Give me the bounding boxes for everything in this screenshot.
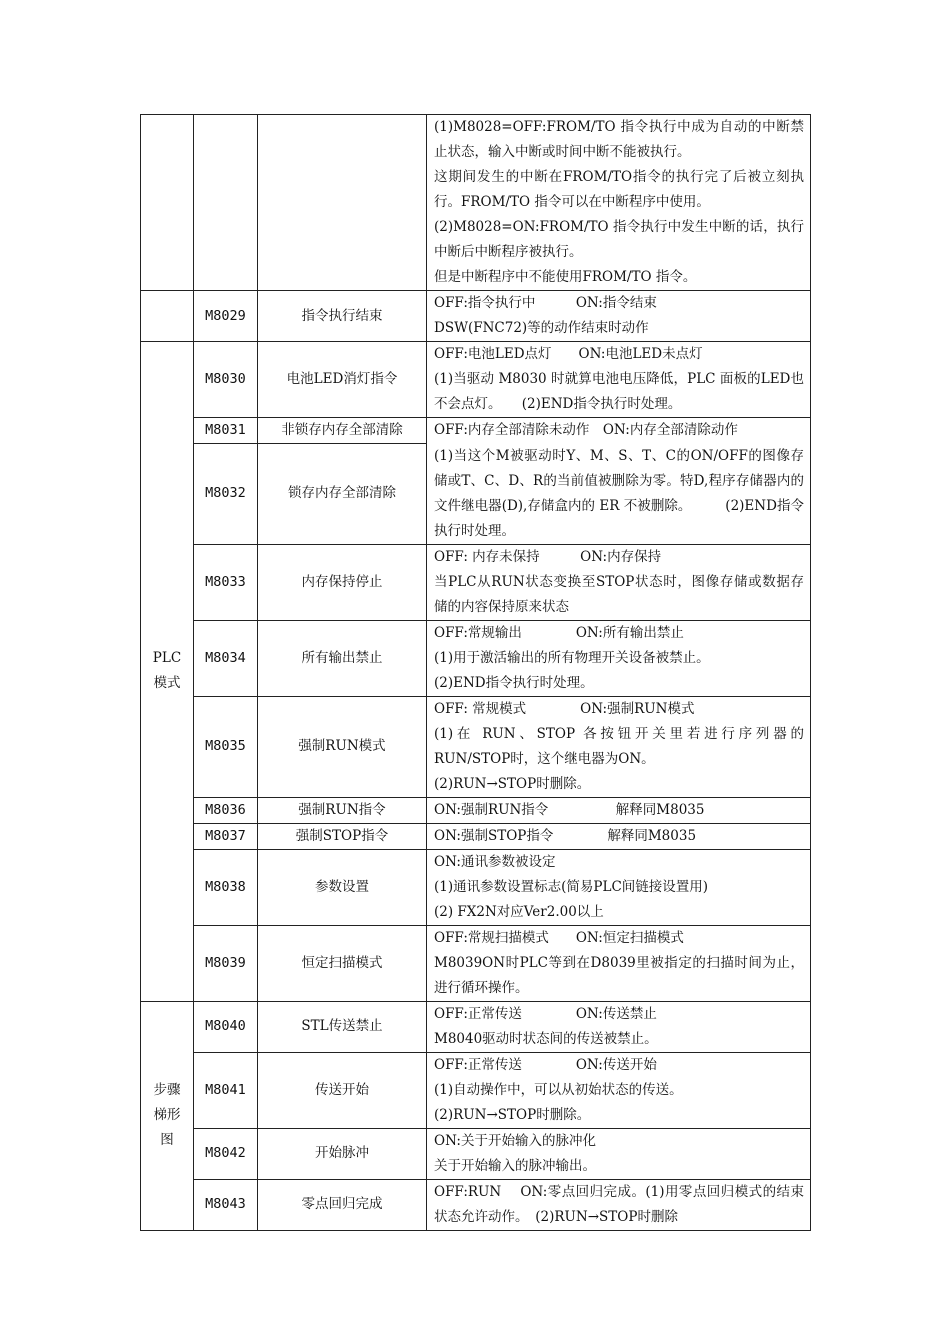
- desc-line: DSW(FNC72)等的动作结束时动作: [434, 320, 649, 336]
- code-cell: M8040: [194, 1001, 258, 1052]
- desc-line: OFF:常规输出 ON:所有输出禁止: [434, 624, 684, 641]
- desc-cell: [427, 925, 811, 1001]
- table-row: [141, 1179, 811, 1230]
- name-cell: [258, 115, 427, 291]
- name-cell: 非锁存内存全部清除: [258, 418, 427, 444]
- desc-cell: [427, 115, 811, 291]
- device-spec-table: [140, 114, 811, 1231]
- desc-cell: [427, 418, 811, 444]
- name-cell: 强制RUN指令: [258, 797, 427, 823]
- group-label: PLC 模式: [152, 650, 182, 692]
- desc-line: 这期间发生的中断在FROM/TO指令的执行完了后被立刻执行。FROM/TO 指令可以在中断程序中使用。: [434, 169, 804, 210]
- code-cell: M8039: [194, 925, 258, 1001]
- desc-line: (1)用于激活输出的所有物理开关设备被禁止。: [434, 649, 710, 666]
- desc-line: M8039ON时PLC等到在D8039里被指定的扫描时间为止，进行循环操作。: [434, 954, 804, 996]
- desc-line: 关于开始输入的脉冲输出。: [434, 1157, 596, 1174]
- desc-cell: [427, 797, 811, 823]
- desc-cell: [427, 544, 811, 620]
- desc-line: (1)通讯参数设置标志(简易PLC间链接设置用): [434, 878, 709, 895]
- code-cell: M8032: [194, 444, 258, 545]
- name-cell: 零点回归完成: [258, 1179, 427, 1230]
- table-row: [141, 115, 811, 291]
- desc-cell: [427, 1179, 811, 1230]
- desc-line: ON:强制RUN指令 解释同M8035: [434, 801, 705, 818]
- desc-line: 当PLC从RUN状态变换至STOP状态时，图像存储或数据存储的内容保持原来状态: [434, 573, 804, 615]
- name-cell: 电池LED消灯指令: [258, 342, 427, 418]
- code-cell: M8030: [194, 342, 258, 418]
- desc-line: ON:通讯参数被设定: [434, 853, 556, 870]
- table-row: [141, 544, 811, 620]
- desc-line: OFF:RUN ON:零点回归完成。(1)用零点回归模式的结束状态允许动作。 (2)RUN→STOP时删除: [434, 1183, 804, 1225]
- desc-line: OFF: 内存未保持 ON:内存保持: [434, 548, 662, 565]
- code-cell: M8034: [194, 620, 258, 696]
- name-cell: 强制RUN模式: [258, 696, 427, 797]
- desc-line: (2)RUN→STOP时删除。: [434, 1106, 591, 1123]
- table-row: [141, 291, 811, 342]
- desc-line: (2)RUN→STOP时删除。: [434, 775, 591, 792]
- code-cell: M8033: [194, 544, 258, 620]
- code-cell: M8037: [194, 823, 258, 849]
- name-cell: 开始脉冲: [258, 1128, 427, 1179]
- code-cell: M8038: [194, 849, 258, 925]
- group-cell: [141, 115, 194, 291]
- table-row: [141, 1052, 811, 1128]
- code-cell: M8041: [194, 1052, 258, 1128]
- desc-cell: [427, 696, 811, 797]
- group-cell-step-ladder: [141, 1001, 194, 1230]
- table-row: [141, 823, 811, 849]
- code-cell: M8035: [194, 696, 258, 797]
- desc-line: ON:强制STOP指令 解释同M8035: [434, 827, 697, 844]
- desc-line: OFF:正常传送 ON:传送开始: [434, 1056, 657, 1073]
- desc-line: (1)自动操作中，可以从初始状态的传送。: [434, 1081, 683, 1098]
- name-cell: STL传送禁止: [258, 1001, 427, 1052]
- name-cell: 恒定扫描模式: [258, 925, 427, 1001]
- code-cell: M8031: [194, 418, 258, 444]
- code-cell: M8042: [194, 1128, 258, 1179]
- desc-line: (2)END指令执行时处理。: [434, 674, 594, 691]
- table-row: [141, 925, 811, 1001]
- desc-line: M8040驱动时状态间的传送被禁止。: [434, 1030, 658, 1047]
- table-row: [141, 696, 811, 797]
- desc-line: OFF:指令执行中 ON:指令结束: [434, 295, 657, 311]
- desc-line: (2)M8028=ON:FROM/TO 指令执行中发生中断的话，执行中断后中断程序被执行。: [434, 219, 804, 260]
- code-cell: M8043: [194, 1179, 258, 1230]
- desc-line: (1)在 RUN、STOP 各按钮开关里若进行序列器的RUN/STOP时，这个继电器为ON。: [434, 725, 804, 767]
- desc-line: 但是中断程序中不能使用FROM/TO 指令。: [434, 269, 697, 285]
- name-cell: 内存保持停止: [258, 544, 427, 620]
- group-cell: [141, 291, 194, 342]
- table-row: [141, 444, 811, 545]
- name-cell: 锁存内存全部清除: [258, 444, 427, 545]
- code-cell: M8029: [194, 291, 258, 342]
- group-label: 步骤 梯形 图: [153, 1082, 181, 1148]
- desc-line: (1)M8028=OFF:FROM/TO 指令执行中成为自动的中断禁止状态，输入中断或时间中断不能被执行。: [434, 119, 804, 160]
- table-row: [141, 418, 811, 444]
- desc-cell: [427, 823, 811, 849]
- table-row: [141, 849, 811, 925]
- desc-cell: [427, 1052, 811, 1128]
- table-row: [141, 620, 811, 696]
- name-cell: 强制STOP指令: [258, 823, 427, 849]
- table-row: [141, 342, 811, 418]
- desc-cell: [427, 1001, 811, 1052]
- desc-line: (2) FX2N对应Ver2.00以上: [434, 903, 604, 920]
- desc-cell: [427, 291, 811, 342]
- table-row: [141, 1128, 811, 1179]
- desc-line: OFF:常规扫描模式 ON:恒定扫描模式: [434, 929, 684, 946]
- desc-line: (1)当驱动 M8030 时就算电池电压降低，PLC 面板的LED也不会点灯。 (2)END指令执行时处理。: [434, 371, 804, 412]
- desc-cell: [427, 620, 811, 696]
- desc-line: OFF: 常规模式 ON:强制RUN模式: [434, 700, 695, 717]
- desc-cell: [427, 849, 811, 925]
- desc-line: ON:关于开始输入的脉冲化: [434, 1132, 596, 1149]
- table-row: [141, 797, 811, 823]
- desc-cell: [427, 1128, 811, 1179]
- desc-line: OFF:内存全部清除未动作 ON:内存全部清除动作: [434, 422, 738, 439]
- code-cell: [194, 115, 258, 291]
- name-cell: 指令执行结束: [258, 291, 427, 342]
- name-cell: 参数设置: [258, 849, 427, 925]
- name-cell: 传送开始: [258, 1052, 427, 1128]
- desc-cell: [427, 342, 811, 418]
- group-cell-plc-mode: [141, 342, 194, 1002]
- desc-line: (1)当这个M被驱动时Y、M、S、T、C的ON/OFF的图像存储或T、C、D、R的当前值被删除为零。特D,程序存储器内的文件继电器(D),存储盒内的 ER 不被删除。 (2)END指令执行时处理。: [434, 447, 804, 539]
- desc-line: OFF:电池LED点灯 ON:电池LED未点灯: [434, 346, 703, 362]
- table-row: [141, 1001, 811, 1052]
- desc-cell: [427, 444, 811, 545]
- name-cell: 所有输出禁止: [258, 620, 427, 696]
- desc-line: OFF:正常传送 ON:传送禁止: [434, 1005, 657, 1022]
- code-cell: M8036: [194, 797, 258, 823]
